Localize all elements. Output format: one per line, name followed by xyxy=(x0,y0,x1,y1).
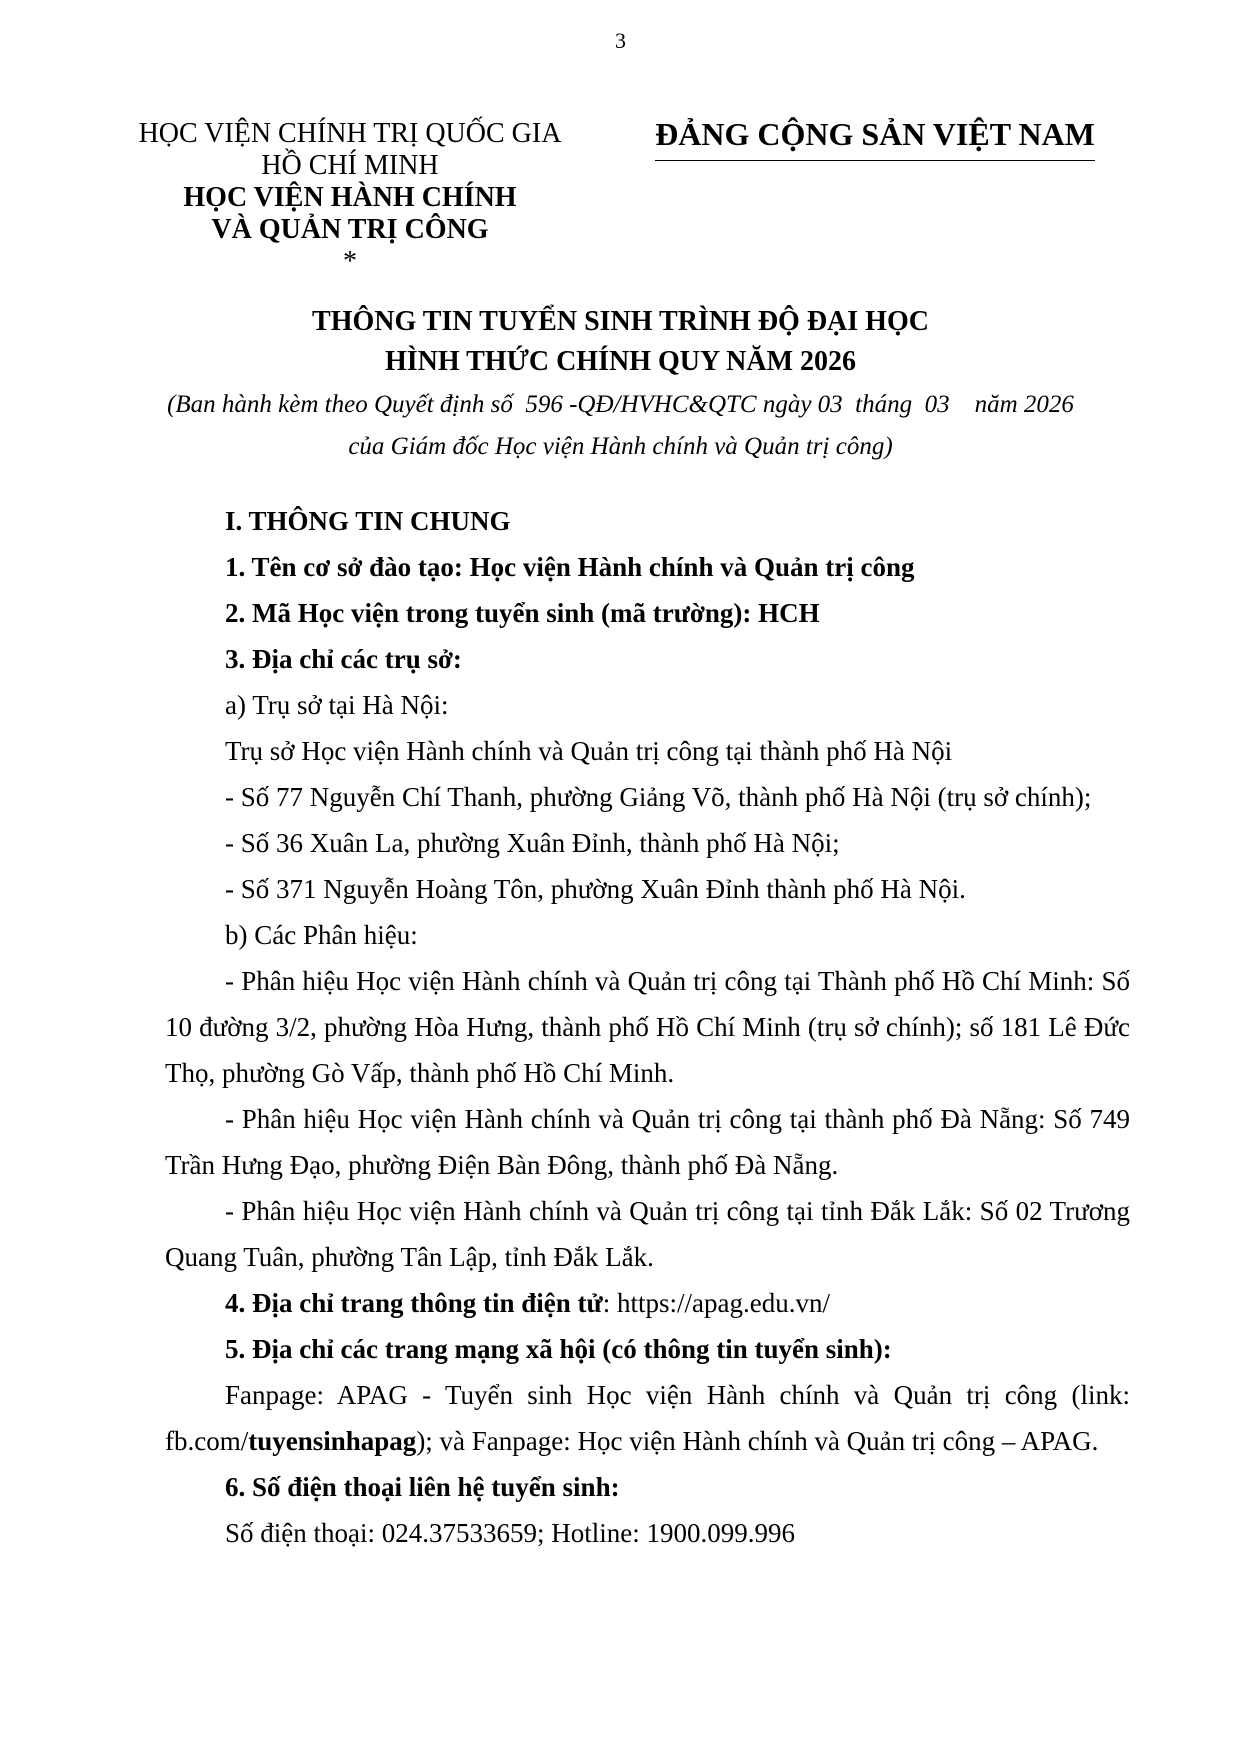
item-institution-code: 2. Mã Học viện trong tuyển sinh (mã trường): HCH xyxy=(225,598,820,628)
agency-name-line2: VÀ QUẢN TRỊ CÔNG xyxy=(211,214,489,245)
document-title xyxy=(0,302,1241,382)
party-header-block xyxy=(655,114,1095,161)
fanpage-text-2: ); và Fanpage: Học viện Hành chính và Quản trị công – APAG. xyxy=(416,1426,1099,1456)
hanoi-address-1: - Số 77 Nguyễn Chí Thanh, phường Giảng Võ, thành phố Hà Nội (trụ sở chính); xyxy=(225,782,1092,812)
branches-heading: b) Các Phân hiệu: xyxy=(225,920,418,950)
fanpage-info xyxy=(165,1372,1130,1464)
item-phone: 6. Số điện thoại liên hệ tuyển sinh: xyxy=(225,1472,620,1502)
section-heading: I. THÔNG TIN CHUNG xyxy=(225,506,511,536)
branch-danang: - Phân hiệu Học viện Hành chính và Quản trị công tại thành phố Đà Nẵng: Số 749 Trần Hưng Đạo, phường Điện Bàn Đông, thành phố Đà Nẵng. xyxy=(165,1104,1130,1180)
agency-parent-line1: HỌC VIỆN CHÍNH TRỊ QUỐC GIA xyxy=(138,118,562,149)
item-social: 5. Địa chỉ các trang mạng xã hội (có thông tin tuyển sinh): xyxy=(225,1334,892,1364)
branch-daklak: - Phân hiệu Học viện Hành chính và Quản trị công tại tỉnh Đắk Lắk: Số 02 Trương Quang Tuân, phường Tân Lập, tỉnh Đắk Lắk. xyxy=(165,1196,1130,1272)
title-line2: HÌNH THỨC CHÍNH QUY NĂM 2026 xyxy=(384,346,857,377)
issuing-agency-block xyxy=(120,118,580,278)
website-label: 4. Địa chỉ trang thông tin điện tử xyxy=(225,1288,603,1318)
hanoi-address-2: - Số 36 Xuân La, phường Xuân Đỉnh, thành phố Hà Nội; xyxy=(225,828,840,858)
fanpage-link[interactable]: tuyensinhapag xyxy=(248,1426,417,1456)
hanoi-address-3: - Số 371 Nguyễn Hoàng Tôn, phường Xuân Đỉnh thành phố Hà Nội. xyxy=(225,874,966,904)
decision-line2: của Giám đốc Học viện Hành chính và Quản trị công) xyxy=(348,433,893,460)
hanoi-heading: a) Trụ sở tại Hà Nội: xyxy=(225,690,449,720)
hanoi-intro: Trụ sở Học viện Hành chính và Quản trị công tại thành phố Hà Nội xyxy=(225,736,953,766)
branch-hcm: - Phân hiệu Học viện Hành chính và Quản trị công tại Thành phố Hồ Chí Minh: Số 10 đường 3/2, phường Hòa Hưng, thành phố Hồ Chí Minh (trụ sở chính); số 181 Lê Đức Thọ, phường Gò Vấp, thành phố Hồ Chí Minh. xyxy=(165,966,1130,1088)
decision-reference xyxy=(0,384,1241,468)
item-website xyxy=(165,1280,1130,1326)
phone-numbers: Số điện thoại: 024.37533659; Hotline: 1900.099.996 xyxy=(225,1518,795,1548)
agency-parent-line2: HỒ CHÍ MINH xyxy=(261,150,439,181)
fanpage-text-1: Fanpage: APAG - Tuyển sinh Học viện Hành chính và Quản trị công (link: fb.com/ xyxy=(165,1380,1130,1456)
party-name: ĐẢNG CỘNG SẢN VIỆT NAM xyxy=(655,114,1095,161)
website-url[interactable]: : https://apag.edu.vn/ xyxy=(602,1288,830,1318)
decision-line1: (Ban hành kèm theo Quyết định số 596 -QĐ/HVHC&QTC ngày 03 tháng 03 năm 2026 xyxy=(167,391,1074,418)
document-body xyxy=(165,498,1130,1556)
page-number: 3 xyxy=(615,28,626,53)
agency-star: * xyxy=(343,246,357,277)
item-institution-name: 1. Tên cơ sở đào tạo: Học viện Hành chính và Quản trị công xyxy=(225,552,915,582)
item-addresses: 3. Địa chỉ các trụ sở: xyxy=(225,644,462,674)
agency-name-line1: HỌC VIỆN HÀNH CHÍNH xyxy=(183,182,517,213)
title-line1: THÔNG TIN TUYỂN SINH TRÌNH ĐỘ ĐẠI HỌC xyxy=(312,306,929,337)
